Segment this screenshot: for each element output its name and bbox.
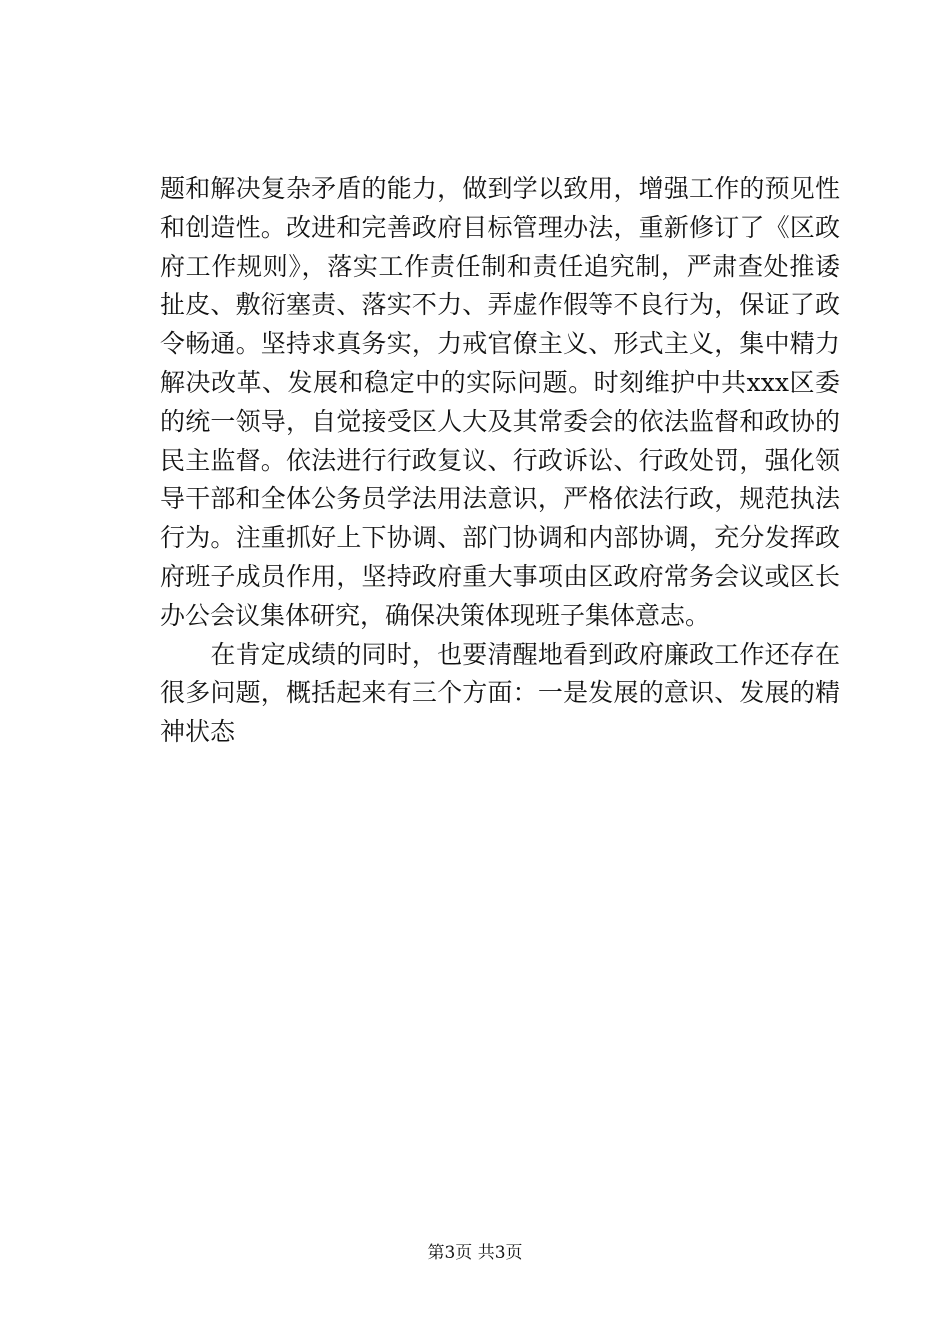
text-line: 民主监督。依法进行行政复议、行政诉讼、行政处罚，强化领 [160,445,840,475]
text-line: 导干部和全体公务员学法用法意识，严格依法行政，规范执法 [160,484,840,514]
text-line: 在肯定成绩的同时，也要清醒地看到政府廉政工作还存在 [160,639,840,669]
text-line: 行为。注重抓好上下协调、部门协调和内部协调，充分发挥政 [160,523,840,553]
text-line: 题和解决复杂矛盾的能力，做到学以致用，增强工作的预见性 [160,174,840,203]
text-line: 的统一领导，自觉接受区人大及其常委会的依法监督和政协的 [160,406,840,436]
text-line: 神状态 [160,717,236,747]
text-line: 扯皮、敷衍塞责、落实不力、弄虚作假等不良行为，保证了政 [160,290,840,320]
text-line: 令畅通。坚持求真务实，力戒官僚主义、形式主义，集中精力 [160,329,840,359]
text-line: 办公会议集体研究，确保决策体现班子集体意志。 [160,600,711,630]
text-line: 府工作规则》，落实工作责任制和责任追究制，严肃查处推诿 [160,251,840,281]
page-number-footer: 第3页 共3页 [427,1243,523,1263]
text-line: 和创造性。改进和完善政府目标管理办法，重新修订了《区政 [160,212,840,242]
body-text [160,170,840,752]
text-line: 很多问题，概括起来有三个方面：一是发展的意识、发展的精 [160,678,840,708]
text-line: 解决改革、发展和稳定中的实际问题。时刻维护中共xxx区委 [160,367,840,397]
paragraph-2 [160,636,840,752]
text-line: 府班子成员作用，坚持政府重大事项由区政府常务会议或区长 [160,561,840,591]
paragraph-1 [160,170,840,636]
